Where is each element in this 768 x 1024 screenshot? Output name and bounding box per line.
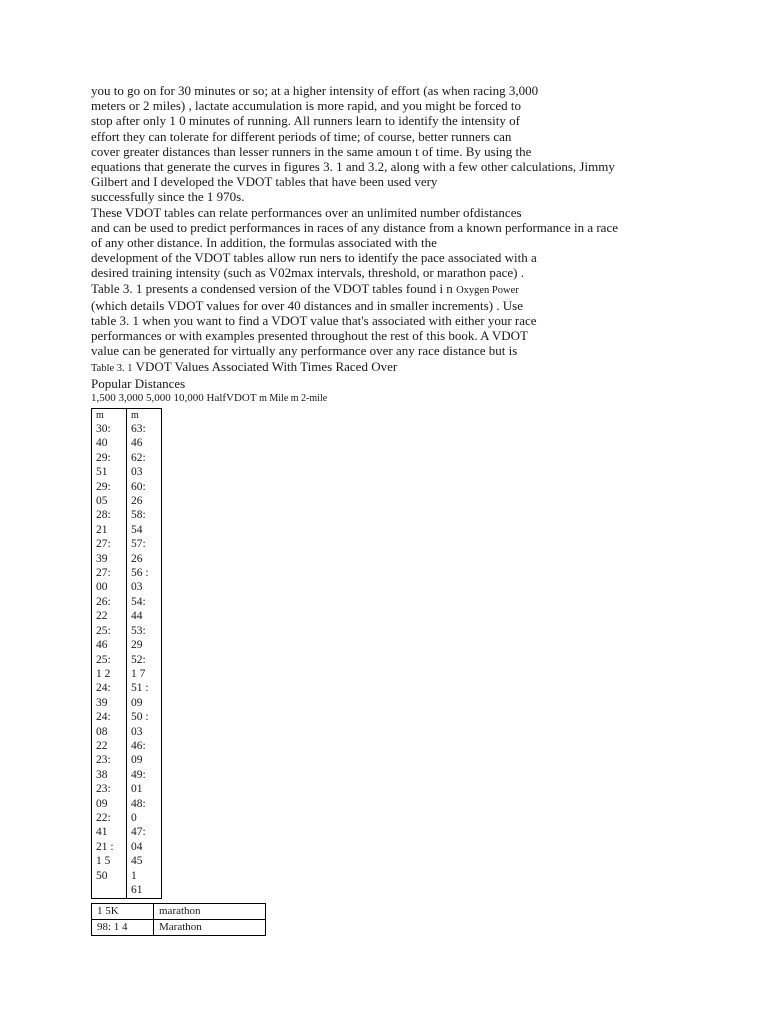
cell-value: 46 bbox=[131, 437, 143, 450]
cell-value: 24: bbox=[96, 682, 111, 695]
cell-value: 24: bbox=[96, 711, 111, 724]
cell-value: 0 bbox=[131, 811, 137, 824]
cell-value: 54 bbox=[131, 523, 143, 536]
cell-value: 26 bbox=[131, 495, 143, 508]
cell-value: 41 bbox=[96, 826, 108, 839]
cell-value: 22 bbox=[96, 610, 108, 623]
cell-value: 39 bbox=[96, 696, 108, 709]
cell-value: 05 bbox=[96, 495, 108, 508]
table-subheading: Popular Distances bbox=[91, 375, 186, 391]
cell-value: 29: bbox=[96, 451, 111, 464]
cell-value: 26 bbox=[131, 552, 143, 565]
cell-value: 40 bbox=[96, 437, 108, 450]
cell-value: 60: bbox=[131, 480, 146, 493]
table-cell: marathon bbox=[154, 904, 266, 920]
table-cell: Marathon bbox=[154, 920, 266, 936]
body-line: table 3. 1 when you want to find a VDOT value that's associated with either your race bbox=[91, 313, 537, 329]
book-title: Oxygen Power bbox=[456, 284, 519, 296]
cell-value: 29: bbox=[96, 480, 111, 493]
cell-value: 21 : bbox=[96, 840, 114, 853]
body-line: stop after only 1 0 minutes of running. All runners learn to identify the intensity of bbox=[91, 113, 520, 129]
body-paragraph-1 bbox=[91, 83, 691, 359]
cell-value: 21 bbox=[96, 523, 108, 536]
table-cell: 98: 1 4 bbox=[92, 920, 154, 936]
cell-value: 1 bbox=[131, 869, 137, 882]
body-line: (which details VDOT values for over 40 distances and in smaller increments) . Use bbox=[91, 297, 524, 313]
cell-value: 1 5 bbox=[96, 855, 111, 868]
cell-value: 61 bbox=[131, 884, 143, 896]
cell-value: 46: bbox=[131, 739, 146, 752]
cell-value: 03 bbox=[131, 581, 143, 594]
column-headers-main: 1,500 3,000 5,000 10,000 HalfVDOT bbox=[91, 391, 257, 404]
body-line: performances or with examples presented throughout the rest of this book. A VDOT bbox=[91, 328, 528, 344]
cell-value: 08 bbox=[96, 725, 108, 738]
cell-value: 09 bbox=[131, 754, 143, 767]
body-line: successfully since the 1 970s. bbox=[91, 189, 245, 205]
cell-value: 44 bbox=[131, 610, 143, 623]
cell-value: 25: bbox=[96, 653, 111, 666]
cell-value: 09 bbox=[96, 797, 108, 810]
cell-value: 09 bbox=[131, 696, 143, 709]
cell-value: 00 bbox=[96, 581, 108, 594]
cell-value: 51 bbox=[96, 466, 108, 479]
body-line: value can be generated for virtually any performance over any race distance but is bbox=[91, 343, 518, 359]
cell-value: 52: bbox=[131, 653, 146, 666]
body-line: you to go on for 30 minutes or so; at a higher intensity of effort (as when racing 3,000 bbox=[91, 83, 539, 98]
body-line: of any other distance. In addition, the formulas associated with the bbox=[91, 235, 437, 251]
table-reference-text: Table 3. 1 presents a condensed version of the VDOT tables found i n bbox=[91, 280, 457, 296]
cell-value: 26: bbox=[96, 595, 111, 608]
cell-value: 27: bbox=[96, 567, 111, 580]
table-row bbox=[92, 904, 266, 920]
cell-value: 25: bbox=[96, 624, 111, 637]
body-line: Gilbert and I developed the VDOT tables that have been used very bbox=[91, 174, 438, 190]
cell-value: 54: bbox=[131, 595, 146, 608]
cell-value: 58: bbox=[131, 509, 146, 522]
cell-value: 27: bbox=[96, 538, 111, 551]
document-page bbox=[91, 83, 691, 406]
cell-value: 04 bbox=[131, 840, 143, 853]
table-cell: 1 5K bbox=[92, 904, 154, 920]
cell-value: 28: bbox=[96, 509, 111, 522]
cell-value: 22 bbox=[96, 739, 108, 752]
body-line: cover greater distances than lesser runners in the same amoun t of time. By using the bbox=[91, 143, 532, 159]
cell-value: 50 bbox=[96, 869, 108, 882]
cell-value: 46 bbox=[96, 639, 108, 652]
cell-value: 03 bbox=[131, 466, 143, 479]
body-line: meters or 2 miles) , lactate accumulation is more rapid, and you might be forced to bbox=[91, 98, 521, 114]
body-line: development of the VDOT tables allow run ners to identify the pace associated with a bbox=[91, 250, 537, 266]
cell-value: 63: bbox=[131, 423, 146, 435]
cell-value: 62: bbox=[131, 451, 146, 464]
table-column-headers bbox=[91, 391, 691, 406]
body-line: and can be used to predict performances in races of any distance from a known performance in a race bbox=[91, 219, 618, 235]
table-row bbox=[92, 409, 162, 899]
cell-value: 49: bbox=[131, 768, 146, 781]
cell-value: 39 bbox=[96, 552, 108, 565]
column-unit-header: m bbox=[131, 410, 139, 421]
cell-value: 29 bbox=[131, 639, 143, 652]
cell-value: 38 bbox=[96, 768, 108, 781]
cell-value: 23: bbox=[96, 754, 111, 767]
vdot-column-a bbox=[92, 409, 127, 899]
marathon-table bbox=[91, 903, 266, 936]
table-reference-line bbox=[91, 281, 691, 298]
cell-value: 57: bbox=[131, 538, 146, 551]
cell-value: 50 : bbox=[131, 711, 149, 724]
vdot-column-b bbox=[127, 409, 162, 899]
cell-value: 03 bbox=[131, 725, 143, 738]
cell-value: 30: bbox=[96, 423, 111, 435]
cell-value: 56 : bbox=[131, 567, 149, 580]
cell-value: 1 2 bbox=[96, 667, 111, 680]
cell-value: 47: bbox=[131, 826, 146, 839]
cell-value: 01 bbox=[131, 783, 143, 796]
cell-value: 45 bbox=[131, 855, 143, 868]
table-caption-label: Table 3. 1 bbox=[91, 362, 133, 374]
table-row bbox=[92, 920, 266, 936]
body-line: desired training intensity (such as V02max intervals, threshold, or marathon pace) . bbox=[91, 265, 524, 281]
cell-value: 53: bbox=[131, 624, 146, 637]
body-line: These VDOT tables can relate performances over an unlimited number ofdistances bbox=[91, 204, 522, 220]
column-headers-tail: m Mile m 2-mile bbox=[256, 392, 328, 404]
cell-value: 48: bbox=[131, 797, 146, 810]
body-line: equations that generate the curves in figures 3. 1 and 3.2, along with a few other calculations, Jimmy bbox=[91, 159, 615, 175]
body-line: effort they can tolerate for different periods of time; of course, better runners can bbox=[91, 128, 512, 144]
cell-value: 1 7 bbox=[131, 667, 146, 680]
cell-value: 22: bbox=[96, 811, 111, 824]
table-caption-title: VDOT Values Associated With Times Raced Over bbox=[132, 358, 398, 374]
cell-value: 51 : bbox=[131, 682, 149, 695]
cell-value: 23: bbox=[96, 783, 111, 796]
vdot-table bbox=[91, 408, 162, 899]
column-unit-header: m bbox=[96, 410, 104, 421]
table-caption bbox=[91, 359, 691, 376]
